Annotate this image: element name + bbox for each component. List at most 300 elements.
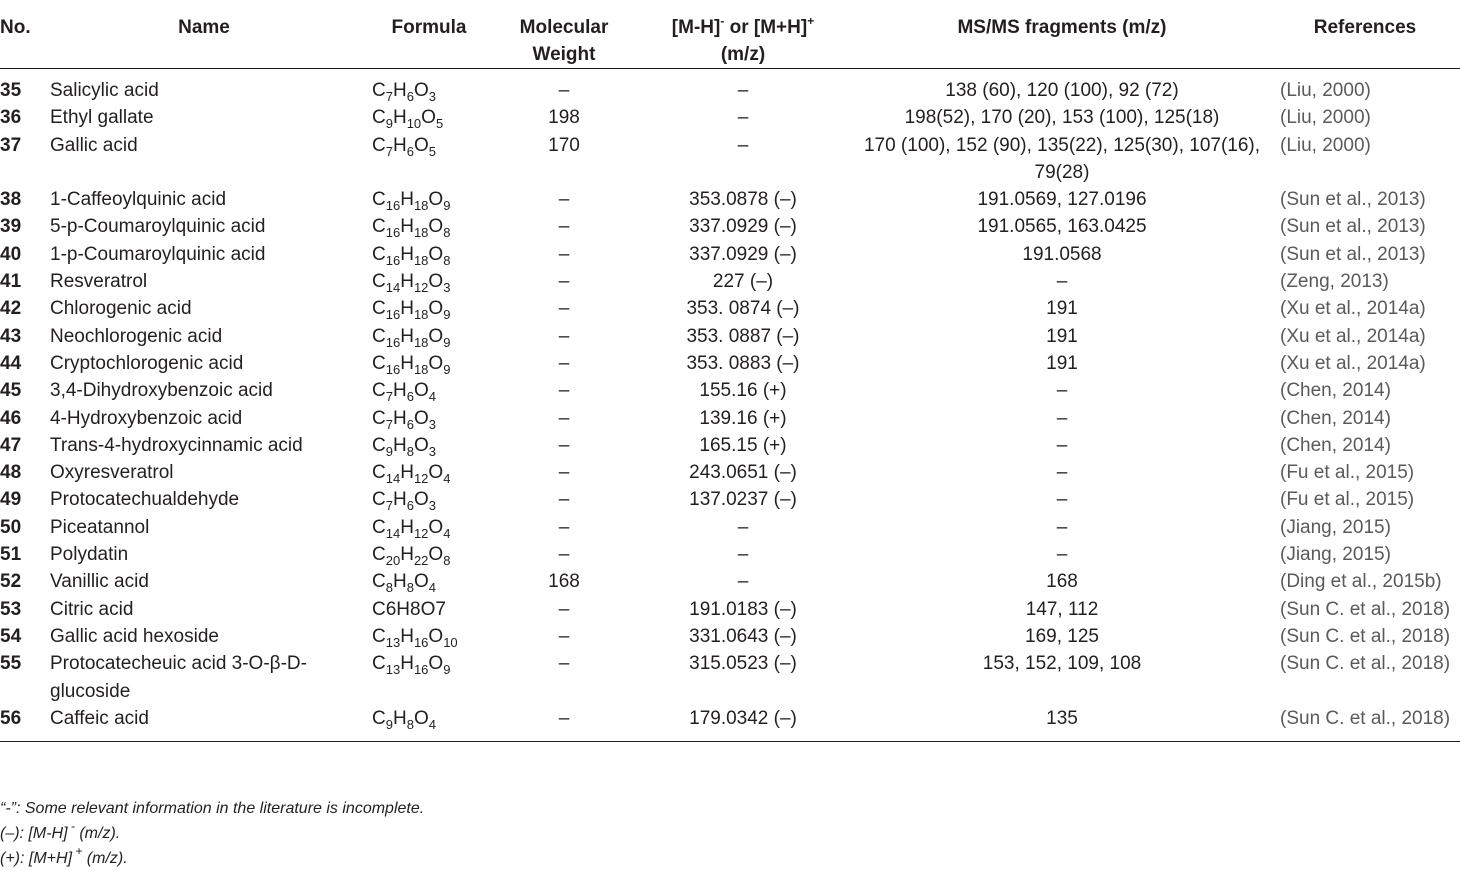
- formula-subscript: 9: [385, 443, 393, 459]
- cell-reference: (Jiang, 2015): [1280, 516, 1391, 538]
- formula-element: C: [372, 544, 386, 566]
- table-row: [0, 486, 1460, 513]
- formula-subscript: 8: [385, 580, 393, 596]
- cell-no: 51: [0, 544, 22, 566]
- cell-formula: [362, 323, 496, 350]
- cell-reference: (Xu et al., 2014a): [1280, 325, 1426, 347]
- cell-no: 46: [0, 407, 22, 429]
- formula-element: O: [428, 325, 444, 347]
- cell-reference: (Sun C. et al., 2018): [1270, 705, 1460, 742]
- cell-name: Vanillic acid: [50, 571, 149, 593]
- cell-name: Protocatecheuic acid 3-O-β-D-glucoside: [50, 653, 307, 702]
- formula-subscript: 18: [413, 361, 429, 377]
- formula-element: H: [400, 544, 414, 566]
- cell-reference: (Chen, 2014): [1280, 407, 1391, 429]
- formula-element: C: [372, 80, 386, 101]
- formula-subscript: 18: [413, 307, 429, 323]
- formula-element: H: [400, 298, 414, 320]
- cell-formula: [362, 432, 496, 459]
- cell-fragments: –: [1056, 544, 1068, 566]
- table-row: [0, 432, 1460, 459]
- formula-subscript: 18: [413, 252, 429, 268]
- footnote-positive-ion: [0, 846, 424, 871]
- cell-fragments: 198(52), 170 (20), 153 (100), 125(18): [904, 107, 1220, 129]
- formula-subscript: 18: [413, 334, 429, 350]
- cell-ion: –: [737, 571, 749, 593]
- formula-subscript: 9: [443, 198, 451, 214]
- formula-element: H: [392, 407, 407, 429]
- cell-fragments: 138 (60), 120 (100), 92 (72): [945, 80, 1179, 101]
- formula-element: H: [400, 216, 414, 238]
- cell-molecular-weight: –: [558, 243, 570, 265]
- cell-fragments: –: [1056, 462, 1068, 484]
- cell-fragments: 153, 152, 109, 108: [982, 653, 1142, 675]
- cell-name: Neochlorogenic acid: [50, 325, 223, 347]
- cell-molecular-weight: –: [558, 407, 570, 429]
- header-ion-line2: (m/z): [720, 44, 766, 65]
- formula-subscript: 16: [413, 634, 429, 650]
- footnote-pos-a: (+): [M+H]: [0, 850, 73, 867]
- formula-subscript: 18: [413, 225, 429, 241]
- formula-element: H: [400, 325, 414, 347]
- formula-element: O: [428, 462, 444, 484]
- cell-formula: [362, 486, 496, 513]
- cell-molecular-weight: 168: [548, 571, 580, 593]
- formula-element: C: [372, 243, 386, 265]
- formula-element: H: [392, 380, 407, 402]
- formula-subscript: 3: [443, 280, 451, 296]
- table-row: [0, 132, 1460, 187]
- formula-subscript: 4: [443, 471, 451, 487]
- formula-subscript: 16: [385, 252, 401, 268]
- formula-element: C: [372, 380, 386, 402]
- formula-subscript: 4: [428, 716, 436, 732]
- cell-no: 36: [0, 107, 22, 129]
- cell-ion: –: [737, 80, 749, 101]
- formula-element: O: [428, 544, 444, 566]
- formula-element: H: [392, 489, 407, 511]
- cell-reference: (Zeng, 2013): [1280, 271, 1389, 293]
- cell-no: 39: [0, 216, 22, 238]
- cell-reference: (Xu et al., 2014a): [1280, 298, 1426, 320]
- table-body: [0, 69, 1460, 742]
- cell-molecular-weight: –: [558, 380, 570, 402]
- header-ion-b: or [M+H]: [724, 17, 808, 38]
- formula-element: O: [413, 407, 429, 429]
- formula-element: O: [413, 489, 429, 511]
- cell-formula: [362, 69, 496, 105]
- formula-subscript: 6: [406, 416, 414, 432]
- cell-name: Gallic acid: [50, 134, 138, 156]
- cell-formula: [362, 213, 496, 240]
- formula-element: O: [413, 707, 429, 729]
- formula-subscript: 14: [385, 525, 401, 541]
- cell-reference: (Liu, 2000): [1280, 107, 1371, 129]
- cell-formula: [362, 623, 496, 650]
- cell-name: Trans-4-hydroxycinnamic acid: [50, 434, 303, 456]
- cell-fragments: 191.0569, 127.0196: [977, 189, 1147, 211]
- cell-ion: 191.0183 (–): [689, 598, 797, 620]
- formula-subscript: 10: [406, 116, 422, 132]
- cell-fragments: –: [1056, 516, 1068, 538]
- cell-formula: [362, 459, 496, 486]
- table-footnotes: [0, 796, 424, 871]
- cell-no: 53: [0, 598, 22, 620]
- cell-fragments: 191: [1046, 298, 1078, 320]
- cell-no: 47: [0, 434, 22, 456]
- cell-fragments: 169, 125: [1025, 625, 1099, 647]
- formula-subscript: 14: [385, 471, 401, 487]
- header-fragments: MS/MS fragments (m/z): [854, 0, 1270, 69]
- formula-element: H: [400, 352, 414, 374]
- cell-formula: [362, 541, 496, 568]
- cell-fragments: 191: [1046, 352, 1078, 374]
- table-row: [0, 350, 1460, 377]
- cell-ion: 353.0878 (–): [689, 189, 797, 211]
- formula-subscript: 18: [413, 198, 429, 214]
- cell-name: Protocatechualdehyde: [50, 489, 240, 511]
- header-ion-a-sup: -: [720, 14, 725, 28]
- cell-name: Citric acid: [50, 598, 134, 620]
- formula-element: C: [372, 134, 386, 156]
- cell-no: 37: [0, 134, 22, 156]
- cell-formula: [362, 596, 496, 623]
- cell-ion: 353. 0883 (–): [686, 352, 800, 374]
- formula-subscript: 8: [406, 443, 414, 459]
- table-row: [0, 459, 1460, 486]
- formula-subscript: 10: [443, 634, 458, 650]
- formula-subscript: 9: [443, 361, 451, 377]
- cell-no: 52: [0, 571, 22, 593]
- formula-subscript: 6: [406, 389, 414, 405]
- cell-name: Resveratrol: [50, 271, 148, 293]
- formula-element: O: [428, 189, 444, 211]
- formula-element: H: [392, 707, 407, 729]
- header-molecular-weight: [496, 0, 632, 69]
- header-references: References: [1270, 0, 1460, 69]
- formula-subscript: 4: [428, 389, 436, 405]
- cell-reference: (Jiang, 2015): [1280, 544, 1391, 566]
- formula-subscript: 3: [428, 498, 436, 514]
- formula-subscript: 7: [385, 389, 393, 405]
- cell-reference: (Chen, 2014): [1280, 380, 1391, 402]
- table-row: [0, 541, 1460, 568]
- cell-fragments: –: [1056, 489, 1068, 511]
- table-row: [0, 69, 1460, 105]
- table-row: [0, 213, 1460, 240]
- formula-element: O: [413, 571, 429, 593]
- table-row: [0, 323, 1460, 350]
- cell-reference: (Chen, 2014): [1280, 434, 1391, 456]
- formula-subscript: 8: [443, 553, 451, 569]
- cell-reference: (Liu, 2000): [1280, 80, 1371, 101]
- formula-element: H: [400, 625, 414, 647]
- footnote-pos-sup: +: [72, 844, 83, 858]
- cell-formula: [362, 377, 496, 404]
- cell-name: 1-Caffeoylquinic acid: [50, 189, 227, 211]
- formula-element: O: [413, 80, 429, 101]
- formula-subscript: 6: [406, 143, 414, 159]
- cell-name: 5-p-Coumaroylquinic acid: [50, 216, 266, 238]
- formula-element: C: [372, 298, 386, 320]
- header-ion-b-sup: +: [807, 14, 815, 28]
- table-row: [0, 377, 1460, 404]
- cell-formula: [362, 104, 496, 131]
- formula-subscript: 9: [443, 307, 451, 323]
- formula-subscript: 9: [443, 662, 451, 678]
- formula-element: O: [428, 625, 444, 647]
- cell-ion: 139.16 (+): [699, 407, 787, 429]
- cell-ion: 331.0643 (–): [689, 625, 797, 647]
- table-row: [0, 405, 1460, 432]
- formula-subscript: 6: [406, 89, 414, 104]
- formula-subscript: 4: [428, 580, 436, 596]
- formula-element: H: [400, 271, 414, 293]
- cell-fragments: –: [1056, 407, 1068, 429]
- formula-element: C: [372, 189, 386, 211]
- cell-name: Gallic acid hexoside: [50, 625, 219, 647]
- cell-ion: –: [737, 107, 749, 129]
- formula-element: O: [428, 271, 444, 293]
- formula-subscript: 14: [385, 280, 401, 296]
- header-ion: [632, 0, 854, 69]
- cell-molecular-weight: –: [496, 705, 632, 742]
- cell-molecular-weight: –: [558, 598, 570, 620]
- formula-subscript: 12: [413, 280, 429, 296]
- cell-formula: [362, 241, 496, 268]
- cell-molecular-weight: 198: [548, 107, 580, 129]
- cell-formula: [362, 514, 496, 541]
- header-row: [0, 0, 1460, 69]
- formula-subscript: 9: [385, 116, 393, 132]
- cell-molecular-weight: –: [558, 653, 570, 675]
- formula-element: H: [400, 516, 414, 538]
- cell-ion: 155.16 (+): [699, 380, 787, 402]
- cell-ion: 243.0651 (–): [689, 462, 797, 484]
- cell-molecular-weight: –: [558, 625, 570, 647]
- cell-name: Polydatin: [50, 544, 129, 566]
- cell-ion: 337.0929 (–): [689, 216, 797, 238]
- cell-molecular-weight: –: [558, 325, 570, 347]
- cell-no: 54: [0, 625, 22, 647]
- cell-reference: (Sun C. et al., 2018): [1280, 625, 1451, 647]
- table-row: [0, 514, 1460, 541]
- cell-fragments: 170 (100), 152 (90), 135(22), 125(30), 107(16), 79(28): [863, 134, 1261, 183]
- cell-ion: 315.0523 (–): [689, 653, 797, 675]
- footnote-pos-b: (m/z).: [82, 850, 128, 867]
- cell-name: 4-Hydroxybenzoic acid: [50, 407, 243, 429]
- cell-formula: [362, 350, 496, 377]
- formula-element: O: [413, 380, 429, 402]
- cell-ion: –: [737, 134, 749, 156]
- cell-no: 56: [0, 705, 46, 742]
- formula-subscript: 7: [385, 498, 393, 514]
- cell-formula: [362, 186, 496, 213]
- header-mw-line1: Molecular: [519, 17, 609, 38]
- formula-element: O: [428, 516, 444, 538]
- cell-name: Ethyl gallate: [50, 107, 154, 129]
- cell-molecular-weight: –: [558, 544, 570, 566]
- cell-molecular-weight: –: [558, 271, 570, 293]
- formula-element: O: [421, 107, 436, 129]
- formula-subscript: 8: [406, 716, 414, 732]
- formula-subscript: 8: [443, 252, 451, 268]
- formula-element: H: [392, 80, 407, 101]
- formula-subscript: 3: [428, 89, 436, 104]
- formula-subscript: 3: [428, 416, 436, 432]
- cell-formula: [362, 295, 496, 322]
- formula-subscript: 16: [385, 361, 401, 377]
- table-row: [0, 568, 1460, 595]
- cell-ion: 165.15 (+): [699, 434, 787, 456]
- table-row: [0, 186, 1460, 213]
- cell-molecular-weight: –: [558, 462, 570, 484]
- cell-formula: [362, 132, 496, 187]
- table-row: [0, 705, 1460, 742]
- header-no: No.: [0, 0, 46, 69]
- formula-element: O: [428, 352, 444, 374]
- cell-fragments: –: [1056, 380, 1068, 402]
- cell-molecular-weight: –: [558, 189, 570, 211]
- cell-reference: (Sun et al., 2013): [1280, 243, 1426, 265]
- formula-element: O: [428, 653, 444, 675]
- cell-name: Salicylic acid: [50, 80, 159, 101]
- cell-ion: 337.0929 (–): [689, 243, 797, 265]
- cell-reference: (Liu, 2000): [1280, 134, 1371, 156]
- formula-element: C: [372, 516, 386, 538]
- formula-element: C: [372, 107, 386, 129]
- footnote-incomplete: “-”: Some relevant information in the literature is incomplete.: [0, 800, 425, 817]
- cell-reference: (Ding et al., 2015b): [1280, 571, 1442, 593]
- cell-no: 40: [0, 243, 22, 265]
- cell-no: 42: [0, 298, 22, 320]
- cell-formula: [362, 705, 496, 742]
- cell-name: 1-p-Coumaroylquinic acid: [50, 243, 266, 265]
- footnote-neg-sup: -: [67, 819, 75, 833]
- cell-ion: 179.0342 (–): [632, 705, 854, 742]
- formula-subscript: 16: [385, 307, 401, 323]
- formula-subscript: 7: [385, 89, 393, 104]
- footnote-neg-a: (–): [M-H]: [0, 825, 68, 842]
- cell-ion: –: [737, 544, 749, 566]
- formula-subscript: 16: [385, 225, 401, 241]
- cell-name: Cryptochlorogenic acid: [50, 352, 244, 374]
- footnote-negative-ion: [0, 821, 424, 846]
- cell-molecular-weight: –: [558, 489, 570, 511]
- cell-molecular-weight: 170: [548, 134, 580, 156]
- cell-molecular-weight: –: [558, 80, 570, 101]
- formula-subscript: 13: [385, 662, 401, 678]
- footnote-neg-b: (m/z).: [74, 825, 121, 842]
- formula-subscript: 16: [413, 662, 429, 678]
- formula-subscript: 12: [413, 471, 429, 487]
- formula-element: O: [428, 298, 444, 320]
- cell-reference: (Fu et al., 2015): [1280, 489, 1415, 511]
- formula-element: H: [400, 462, 414, 484]
- table-row: [0, 268, 1460, 295]
- table-row: [0, 596, 1460, 623]
- formula-element: C: [372, 271, 386, 293]
- formula-subscript: 8: [406, 580, 414, 596]
- cell-reference: (Sun et al., 2013): [1280, 216, 1426, 238]
- formula-element: C: [372, 407, 386, 429]
- formula-element: C: [372, 216, 386, 238]
- cell-no: 48: [0, 462, 22, 484]
- formula-element: C: [372, 325, 386, 347]
- cell-name: Oxyresveratrol: [50, 462, 174, 484]
- formula-element: C: [372, 352, 386, 374]
- cell-molecular-weight: –: [558, 298, 570, 320]
- formula-subscript: 9: [443, 334, 451, 350]
- cell-name: Chlorogenic acid: [50, 298, 192, 320]
- cell-no: 38: [0, 189, 22, 211]
- cell-reference: (Sun et al., 2013): [1280, 189, 1426, 211]
- formula-subscript: 9: [385, 716, 393, 732]
- formula-element: H: [392, 107, 407, 129]
- formula-subscript: 8: [443, 225, 451, 241]
- formula-element: O: [413, 134, 429, 156]
- formula-element: C: [372, 434, 386, 456]
- formula-subscript: 13: [385, 634, 401, 650]
- cell-no: 55: [0, 653, 22, 675]
- formula-element: C6H8O7: [372, 598, 446, 620]
- cell-fragments: 147, 112: [1025, 598, 1099, 620]
- cell-fragments: 191: [1046, 325, 1078, 347]
- formula-element: O: [428, 216, 444, 238]
- cell-ion: 137.0237 (–): [689, 489, 797, 511]
- formula-element: O: [413, 434, 429, 456]
- table-row: [0, 623, 1460, 650]
- formula-subscript: 5: [428, 143, 436, 159]
- formula-subscript: 22: [413, 553, 429, 569]
- cell-fragments: 135: [854, 705, 1270, 742]
- formula-element: H: [392, 571, 407, 593]
- formula-element: H: [400, 653, 414, 675]
- formula-element: C: [372, 489, 386, 511]
- cell-molecular-weight: –: [558, 434, 570, 456]
- table-row: [0, 650, 1460, 705]
- cell-fragments: 168: [1046, 571, 1078, 593]
- cell-no: 45: [0, 380, 22, 402]
- cell-name: Caffeic acid: [46, 705, 362, 742]
- cell-name: Piceatannol: [50, 516, 150, 538]
- cell-molecular-weight: –: [558, 352, 570, 374]
- cell-formula: [362, 405, 496, 432]
- formula-element: C: [372, 653, 386, 675]
- cell-reference: (Fu et al., 2015): [1280, 462, 1415, 484]
- cell-ion: 353. 0887 (–): [686, 325, 800, 347]
- cell-molecular-weight: –: [558, 516, 570, 538]
- formula-subscript: 12: [413, 525, 429, 541]
- formula-subscript: 5: [435, 116, 444, 132]
- header-name: Name: [46, 0, 362, 69]
- cell-no: 35: [0, 80, 22, 101]
- cell-no: 41: [0, 271, 22, 293]
- cell-ion: –: [737, 516, 749, 538]
- cell-formula: [362, 650, 496, 705]
- cell-reference: (Sun C. et al., 2018): [1280, 653, 1451, 675]
- cell-no: 50: [0, 516, 22, 538]
- header-mw-line2: Weight: [532, 44, 596, 65]
- header-ion-a: [M-H]: [671, 17, 721, 38]
- table-row: [0, 241, 1460, 268]
- cell-fragments: –: [1056, 434, 1068, 456]
- formula-element: C: [372, 625, 386, 647]
- formula-subscript: 7: [385, 416, 393, 432]
- formula-element: C: [372, 462, 386, 484]
- formula-subscript: 3: [428, 443, 436, 459]
- cell-reference: (Xu et al., 2014a): [1280, 352, 1426, 374]
